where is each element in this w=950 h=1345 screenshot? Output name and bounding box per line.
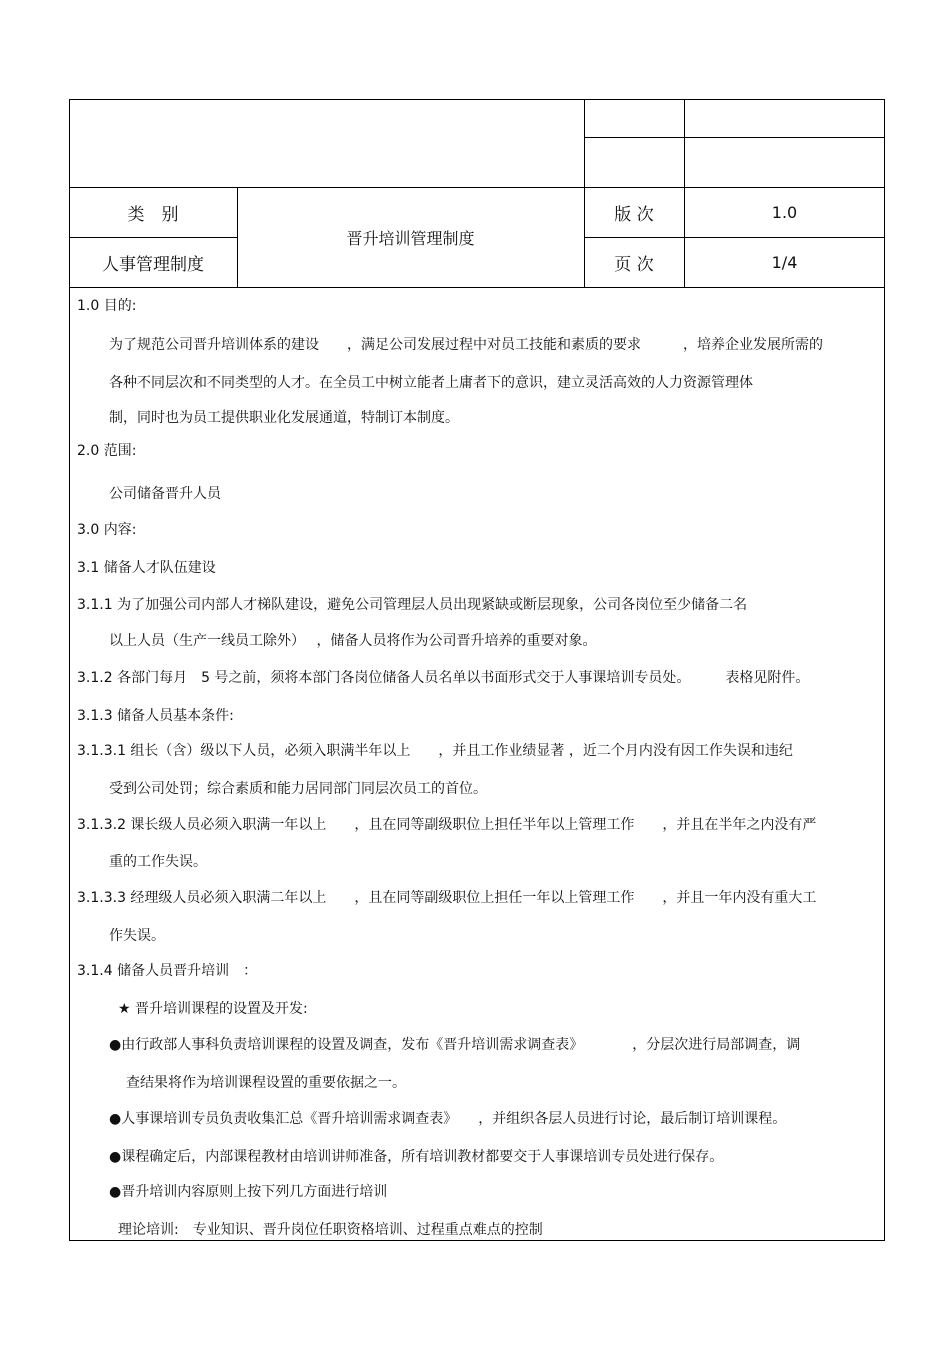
paragraph-line: 公司储备晋升人员	[109, 486, 221, 502]
paragraph-line: 为了规范公司晋升培训体系的建设 ，满足公司发展过程中对员工技能和素质的要求 ，培养企业发展所需的	[109, 337, 823, 353]
clause-line: 受到公司处罚；综合素质和能力居同部门同层次员工的首位。	[109, 781, 487, 797]
clause-line: 3.1.2 各部门每月 5 号之前，须将本部门各岗位储备人员名单以书面形式交于人事课培训专员处。 表格见附件。	[77, 670, 810, 686]
paragraph-line: 理论培训: 专业知识、晋升岗位任职资格培训、过程重点难点的控制	[118, 1222, 543, 1238]
bullet-item: ●课程确定后，内部课程教材由培训讲师准备，所有培训教材都要交于人事课培训专员处进行保存。	[109, 1149, 724, 1165]
clause-line: 3.1.3.1 组长（含）级以下人员，必须入职满半年以上 ，并且工作业绩显著 ，近二个月内没有因工作失误和违纪	[77, 743, 793, 759]
category-value: 人事管理制度	[102, 254, 204, 275]
paragraph-line: 制，同时也为员工提供职业化发展通道，特制订本制度。	[109, 410, 459, 426]
section-heading: 3.1 储备人才队伍建设	[77, 560, 216, 576]
clause-line: 3.1.3.3 经理级人员必须入职满二年以上 ，且在同等副级职位上担任一年以上管理工作 ，并且一年内没有重大工	[77, 890, 817, 906]
paragraph-line: 各种不同层次和不同类型的人才。在全员工中树立能者上庸者下的意识，建立灵活高效的人力资源管理体	[109, 375, 753, 391]
clause-line: 重的工作失误。	[109, 854, 207, 870]
star-item: ★ 晋升培训课程的设置及开发:	[118, 1001, 308, 1017]
header-divider	[69, 287, 885, 288]
version-label: 版 次	[614, 204, 654, 225]
bullet-item: ●晋升培训内容原则上按下列几方面进行培训	[109, 1184, 388, 1200]
bullet-item: ●人事课培训专员负责收集汇总《晋升培训需求调查表》 ，并组织各层人员进行讨论，最后制订培训课程。	[109, 1111, 787, 1127]
page-value: 1/4	[771, 252, 798, 272]
bullet-item: ●由行政部人事科负责培训课程的设置及调查，发布《晋升培训需求调查表》 ，分层次进行局部调查，调	[109, 1037, 801, 1053]
document-title: 晋升培训管理制度	[346, 228, 475, 248]
version-value: 1.0	[771, 202, 798, 222]
section-heading: 2.0 范围:	[77, 443, 137, 459]
page-label: 页 次	[614, 254, 654, 275]
category-label: 类 别	[127, 204, 179, 225]
clause-line: 3.1.3.2 课长级人员必须入职满一年以上 ，且在同等副级职位上担任半年以上管理工作 ，并且在半年之内没有严	[77, 817, 817, 833]
clause-line: 作失误。	[109, 928, 165, 944]
section-heading: 1.0 目的:	[77, 298, 137, 314]
bullet-item: 查结果将作为培训课程设置的重要依据之一。	[126, 1075, 406, 1091]
clause-line: 以上人员（生产一线员工除外） ，储备人员将作为公司晋升培养的重要对象。	[109, 633, 597, 649]
clause-line: 3.1.1 为了加强公司内部人才梯队建设，避免公司管理层人员出现紧缺或断层现象，公司各岗位至少储备二名	[77, 597, 748, 613]
section-heading: 3.0 内容:	[77, 522, 137, 538]
header-divider	[584, 137, 885, 138]
clause-line: 3.1.3 储备人员基本条件:	[77, 708, 234, 724]
clause-line: 3.1.4 储备人员晋升培训 ：	[77, 963, 258, 979]
